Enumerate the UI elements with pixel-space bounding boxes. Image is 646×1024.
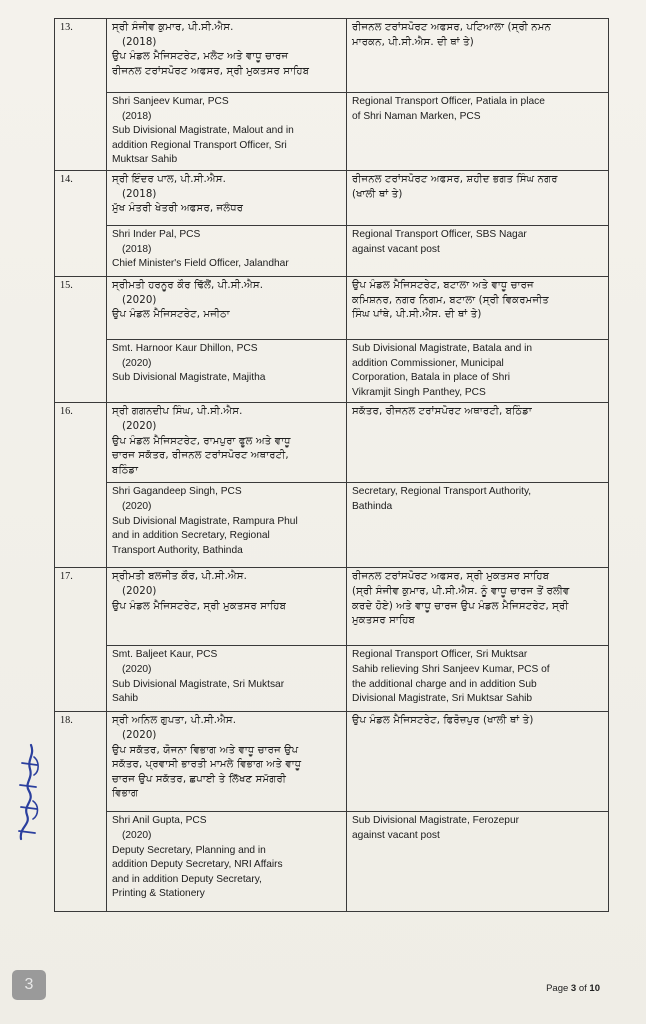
transfer-orders-table (54, 18, 609, 912)
current-posting-english (107, 225, 347, 276)
new-posting-line-punjabi: ਰੀਜਨਲ ਟਰਾਂਸਪੋਰਟ ਅਫਸਰ, ਸ਼ਹੀਦ ਭਗਤ ਸਿੰਘ ਨਗਰ (352, 173, 558, 185)
page-footer (546, 983, 600, 994)
current-posting-punjabi (107, 568, 347, 646)
footer-prefix: Page (546, 983, 571, 994)
new-posting-line-english: Regional Transport Officer, Patiala in place (352, 96, 545, 107)
batch-year-english: (2020) (122, 500, 152, 512)
current-posting-english (107, 483, 347, 568)
new-posting-line-english: Regional Transport Officer, Sri Muktsar (352, 649, 528, 661)
posting-line-punjabi: ਉਪ ਮੰਡਲ ਮੈਜਿਸਟਰੇਟ, ਰਾਮਪੁਰਾ ਫੂਲ ਅਤੇ ਵਾਧੂ (112, 435, 291, 447)
entry-row-punjabi (55, 19, 609, 93)
new-posting-english (347, 646, 609, 712)
posting-line-english: and in addition Secretary, Regional (112, 530, 270, 542)
posting-line-punjabi: ਵਿਭਾਗ (112, 788, 139, 800)
batch-year-punjabi: (2020) (122, 294, 157, 306)
posting-line-english: Sahib (112, 693, 139, 705)
new-posting-line-punjabi: (ਖਾਲੀ ਥਾਂ ਤੇ) (352, 188, 403, 200)
current-posting-punjabi (107, 712, 347, 812)
new-posting-line-english: of Shri Naman Marken, PCS (352, 110, 481, 122)
new-posting-line-english: against vacant post (352, 243, 440, 255)
entry-row-english (55, 225, 609, 276)
posting-line-english: Chief Minister's Field Officer, Jalandhar (112, 258, 289, 270)
current-posting-english (107, 339, 347, 402)
posting-line-english: Deputy Secretary, Planning and in (112, 844, 266, 856)
batch-year-english: (2020) (122, 829, 152, 841)
current-posting-punjabi (107, 19, 347, 93)
entry-number: 18. (55, 712, 107, 912)
posting-line-punjabi: ਸਕੱਤਰ, ਪ੍ਰਵਾਸੀ ਭਾਰਤੀ ਮਾਮਲੇ ਵਿਭਾਗ ਅਤੇ ਵਾਧੂ (112, 759, 302, 771)
entry-number: 15. (55, 276, 107, 402)
new-posting-line-punjabi: ਮਾਰਕਨ, ਪੀ.ਸੀ.ਐਸ. ਦੀ ਥਾਂ ਤੇ) (352, 36, 474, 48)
new-posting-line-punjabi: (ਸ੍ਰੀ ਸੰਜੀਵ ਕੁਮਾਰ, ਪੀ.ਸੀ.ਐਸ. ਨੂੰ ਵਾਧੂ ਚਾਰਜ ਤੋਂ ਰਲੀਵ (352, 585, 570, 597)
entry-number: 13. (55, 19, 107, 171)
batch-year-english: (2020) (122, 357, 152, 369)
new-posting-english (347, 483, 609, 568)
footer-middle: of (576, 983, 590, 994)
entry-number: 17. (55, 568, 107, 712)
new-posting-punjabi (347, 19, 609, 93)
batch-year-punjabi: (2018) (122, 36, 157, 48)
new-posting-line-english: against vacant post (352, 829, 440, 841)
entry-number: 14. (55, 170, 107, 276)
new-posting-line-english: Bathinda (352, 500, 393, 512)
new-posting-line-punjabi: ਰੀਜਨਲ ਟਰਾਂਸਪੋਰਟ ਅਫਸਰ, ਪਟਿਆਲਾ (ਸ੍ਰੀ ਨਮਨ (352, 22, 552, 33)
entry-row-english (55, 483, 609, 568)
officer-name-punjabi: ਸ੍ਰੀ ਇੰਦਰ ਪਾਲ, ਪੀ.ਸੀ.ਐਸ. (112, 173, 226, 185)
officer-name-punjabi: ਸ੍ਰੀ ਸੰਜੀਵ ਕੁਮਾਰ, ਪੀ.ਸੀ.ਐਸ. (112, 22, 234, 33)
new-posting-line-english: Sahib relieving Shri Sanjeev Kumar, PCS of (352, 663, 550, 675)
new-posting-line-english: Sub Divisional Magistrate, Batala and in (352, 342, 533, 354)
entry-row-punjabi (55, 403, 609, 483)
current-posting-punjabi (107, 170, 347, 225)
new-posting-english (347, 339, 609, 402)
posting-line-punjabi: ਉਪ ਮੰਡਲ ਮੈਜਿਸਟਰੇਟ, ਮਲੋਟ ਅਤੇ ਵਾਧੂ ਚਾਰਜ (112, 51, 289, 63)
batch-year-punjabi: (2020) (122, 729, 157, 741)
posting-line-punjabi: ਉਪ ਮੰਡਲ ਮੈਜਿਸਟਰੇਟ, ਮਜੀਠਾ (112, 309, 230, 321)
posting-line-english: Sub Divisional Magistrate, Sri Muktsar (112, 678, 285, 690)
posting-line-punjabi: ਉਪ ਸਕੱਤਰ, ਯੋਜਨਾ ਵਿਭਾਗ ਅਤੇ ਵਾਧੂ ਚਾਰਜ ਉਪ (112, 744, 299, 756)
new-posting-punjabi (347, 170, 609, 225)
new-posting-line-english: Vikramjit Singh Panthey, PCS (352, 386, 486, 398)
current-posting-punjabi (107, 276, 347, 339)
new-posting-line-punjabi: ਰੀਜਨਲ ਟਰਾਂਸਪੋਰਟ ਅਫਸਰ, ਸ੍ਰੀ ਮੁਕਤਸਰ ਸਾਹਿਬ (352, 571, 550, 583)
posting-line-english: Muktsar Sahib (112, 154, 178, 166)
posting-line-punjabi: ਬਠਿੰਡਾ (112, 464, 139, 476)
new-posting-line-english: Corporation, Batala in place of Shri (352, 372, 510, 384)
batch-year-english: (2018) (122, 243, 152, 255)
batch-year-english: (2020) (122, 663, 152, 675)
new-posting-line-punjabi: ਕਰਦੇ ਹੋਏ) ਅਤੇ ਵਾਧੂ ਚਾਰਜ ਉਪ ਮੰਡਲ ਮੈਜਿਸਟਰੇਟ, ਸ੍ਰੀ (352, 600, 569, 612)
new-posting-line-punjabi: ਕਮਿਸ਼ਨਰ, ਨਗਰ ਨਿਗਮ, ਬਟਾਲਾ (ਸ੍ਰੀ ਵਿਕਰਮਜੀਤ (352, 294, 549, 306)
new-posting-punjabi (347, 276, 609, 339)
new-posting-punjabi (347, 403, 609, 483)
posting-line-english: addition Regional Transport Officer, Sri (112, 139, 287, 151)
new-posting-punjabi (347, 712, 609, 812)
entry-row-punjabi (55, 170, 609, 225)
posting-line-english: Transport Authority, Bathinda (112, 544, 243, 556)
officer-name-english: Shri Anil Gupta, PCS (112, 815, 207, 827)
new-posting-line-punjabi: ਉਪ ਮੰਡਲ ਮੈਜਿਸਟਰੇਟ, ਬਟਾਲਾ ਅਤੇ ਵਾਧੂ ਚਾਰਜ (352, 279, 534, 291)
entry-row-english (55, 93, 609, 171)
new-posting-english (347, 812, 609, 912)
footer-current-page: 3 (570, 983, 577, 994)
page-thumbnail-badge[interactable] (12, 970, 46, 1000)
entry-row-english (55, 339, 609, 402)
entry-row-punjabi (55, 276, 609, 339)
handwritten-signature-icon (13, 735, 43, 845)
posting-line-punjabi: ਰੀਜਨਲ ਟਰਾਂਸਪੋਰਟ ਅਫਸਰ, ਸ੍ਰੀ ਮੁਕਤਸਰ ਸਾਹਿਬ (112, 65, 310, 77)
current-posting-english (107, 812, 347, 912)
footer-total-pages: 10 (589, 983, 600, 994)
posting-line-english: Sub Divisional Magistrate, Majitha (112, 372, 266, 384)
posting-line-punjabi: ਮੁੱਖ ਮੰਤਰੀ ਖੇਤਰੀ ਅਫਸਰ, ਜਲੰਧਰ (112, 203, 244, 215)
entry-number: 16. (55, 403, 107, 568)
officer-name-english: Smt. Baljeet Kaur, PCS (112, 649, 218, 661)
officer-name-punjabi: ਸ੍ਰੀਮਤੀ ਬਲਜੀਤ ਕੌਰ, ਪੀ.ਸੀ.ਐਸ. (112, 571, 247, 583)
batch-year-english: (2018) (122, 110, 152, 122)
new-posting-line-english: Sub Divisional Magistrate, Ferozepur (352, 815, 520, 827)
posting-line-english: addition Deputy Secretary, NRI Affairs (112, 859, 283, 871)
new-posting-line-english: Regional Transport Officer, SBS Nagar (352, 228, 527, 240)
new-posting-english (347, 225, 609, 276)
page-badge-number: 3 (24, 976, 34, 993)
entry-row-english (55, 646, 609, 712)
posting-line-punjabi: ਚਾਰਜ ਉਪ ਸਕੱਤਰ, ਛਪਾਈ ਤੇ ਲਿੱਖਣ ਸਮੱਗਰੀ (112, 773, 286, 785)
posting-line-english: Sub Divisional Magistrate, Rampura Phul (112, 515, 298, 527)
new-posting-line-english: the additional charge and in addition Sub (352, 678, 537, 690)
batch-year-punjabi: (2018) (122, 188, 157, 200)
current-posting-punjabi (107, 403, 347, 483)
entry-row-punjabi (55, 712, 609, 812)
new-posting-line-english: addition Commissioner, Municipal (352, 357, 504, 369)
new-posting-line-punjabi: ਸਕੱਤਰ, ਰੀਜਨਲ ਟਰਾਂਸਪੋਰਟ ਅਥਾਰਟੀ, ਬਠਿੰਡਾ (352, 406, 532, 418)
officer-name-english: Shri Gagandeep Singh, PCS (112, 486, 242, 498)
new-posting-english (347, 93, 609, 171)
new-posting-line-punjabi: ਮੁਕਤਸਰ ਸਾਹਿਬ (352, 615, 416, 627)
new-posting-line-english: Secretary, Regional Transport Authority, (352, 486, 532, 498)
posting-line-english: and in addition Deputy Secretary, (112, 873, 262, 885)
officer-name-punjabi: ਸ੍ਰੀ ਅਨਿਲ ਗੁਪਤਾ, ਪੀ.ਸੀ.ਐਸ. (112, 715, 237, 727)
new-posting-line-english: Divisional Magistrate, Sri Muktsar Sahib (352, 693, 533, 705)
officer-name-english: Shri Sanjeev Kumar, PCS (112, 96, 229, 107)
current-posting-english (107, 646, 347, 712)
new-posting-punjabi (347, 568, 609, 646)
officer-name-english: Shri Inder Pal, PCS (112, 228, 201, 240)
entry-row-english (55, 812, 609, 912)
posting-line-punjabi: ਉਪ ਮੰਡਲ ਮੈਜਿਸਟਰੇਟ, ਸ੍ਰੀ ਮੁਕਤਸਰ ਸਾਹਿਬ (112, 600, 287, 612)
new-posting-line-punjabi: ਸਿੰਘ ਪਾਂਥੇ, ਪੀ.ਸੀ.ਐਸ. ਦੀ ਥਾਂ ਤੇ) (352, 309, 482, 321)
new-posting-line-punjabi: ਉਪ ਮੰਡਲ ਮੈਜਿਸਟਰੇਟ, ਫਿਰੋਜ਼ਪੁਰ (ਖਾਲੀ ਥਾਂ ਤੇ) (352, 715, 534, 727)
officer-name-punjabi: ਸ੍ਰੀ ਗਗਨਦੀਪ ਸਿੰਘ, ਪੀ.ਸੀ.ਐਸ. (112, 406, 243, 418)
batch-year-punjabi: (2020) (122, 585, 157, 597)
posting-line-punjabi: ਚਾਰਜ ਸਕੱਤਰ, ਰੀਜਨਲ ਟਰਾਂਸਪੋਰਟ ਅਥਾਰਟੀ, (112, 450, 289, 462)
entry-row-punjabi (55, 568, 609, 646)
current-posting-english (107, 93, 347, 171)
officer-name-punjabi: ਸ੍ਰੀਮਤੀ ਹਰਨੂਰ ਕੌਰ ਢਿੱਲੋਂ, ਪੀ.ਸੀ.ਐਸ. (112, 279, 264, 291)
posting-line-english: Sub Divisional Magistrate, Malout and in (112, 125, 294, 137)
officer-name-english: Smt. Harnoor Kaur Dhillon, PCS (112, 342, 258, 354)
batch-year-punjabi: (2020) (122, 420, 157, 432)
posting-line-english: Printing & Stationery (112, 888, 205, 900)
